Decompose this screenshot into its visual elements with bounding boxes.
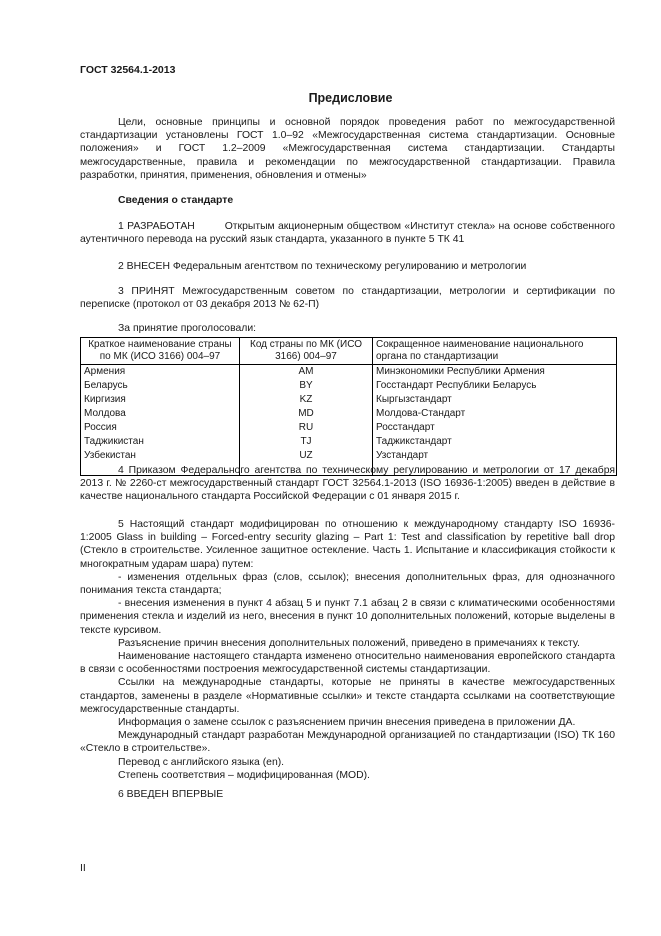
item-5-paragraph: Ссылки на международные стандарты, которые не приняты в качестве межгосударственных стандартов, заменены в разделе «Нормативные ссылки» и тексте стандарта ссылками на соответствующие межгосударственные стандарты. bbox=[80, 677, 615, 715]
country-code-cell: TJ bbox=[240, 435, 373, 449]
country-name-cell: Узбекистан bbox=[81, 449, 240, 476]
table-row bbox=[81, 365, 617, 380]
section-heading: Сведения о стандарте bbox=[118, 195, 234, 206]
voting-table bbox=[80, 337, 617, 476]
country-name-cell: Киргизия bbox=[81, 393, 240, 407]
country-code-cell: UZ bbox=[240, 449, 373, 476]
standards-body-cell: Узстандарт bbox=[373, 449, 617, 476]
table-row bbox=[81, 435, 617, 449]
item-5 bbox=[80, 518, 615, 782]
country-code-cell: MD bbox=[240, 407, 373, 421]
item-5-paragraph: Информация о замене ссылок с разъяснением причин внесения приведена в приложении ДА. bbox=[118, 717, 576, 729]
table-header-row bbox=[81, 338, 617, 365]
vote-label: За принятие проголосовали: bbox=[118, 323, 257, 334]
table-row bbox=[81, 421, 617, 435]
item-6: 6 ВВЕДЕН ВПЕРВЫЕ bbox=[118, 789, 224, 800]
item-5-paragraph: - внесения изменения в пункт 4 абзац 5 и пункт 7.1 абзац 2 в связи с климатическими особенностями применения стекла и изделий из него, внесения в пункт 10 дополнительных положений, которые выделены в тексте курсивом. bbox=[80, 598, 615, 636]
item-1: 1 РАЗРАБОТАН Открытым акционерным обществом «Институт стекла» на основе собственного аутентичного перевода на русский язык стандарта, указанного в пункте 5 ТК 41 bbox=[80, 221, 618, 246]
country-code-cell: KZ bbox=[240, 393, 373, 407]
item-2: 2 ВНЕСЕН Федеральным агентством по техническому регулированию и метрологии bbox=[118, 261, 527, 272]
column-header: Код страны по МК (ИСО 3166) 004–97 bbox=[240, 338, 373, 365]
item-5-paragraph: 5 Настоящий стандарт модифицирован по отношению к международному стандарту ISO 16936-1:2005 Glass in building – Forced-entry security glazing – Part 1: Test and classification by repetitive ball drop (Стекло в строительстве. Усиленное защитное остекление. Часть 1. Испытание и классификация стойкости к многократным ударам шара) путем: bbox=[80, 519, 615, 570]
page-title: Предисловие bbox=[308, 91, 393, 105]
page-number: II bbox=[80, 862, 86, 874]
item-3: 3 ПРИНЯТ Межгосударственным советом по стандартизации, метрологии и сертификации по переписке (протокол от 03 декабря 2013 № 62-П) bbox=[80, 286, 615, 311]
country-code-cell: AM bbox=[240, 365, 373, 380]
standards-body-cell: Росстандарт bbox=[373, 421, 617, 435]
standards-body-cell: Минэкономики Республики Армения bbox=[373, 365, 617, 380]
item-5-paragraph: Перевод с английского языка (en). bbox=[118, 756, 285, 768]
table-row bbox=[81, 379, 617, 393]
item-4: 4 Приказом Федерального агентства по техническому регулированию и метрологии от 17 декабря 2013 г. № 2260-ст межгосударственный стандарт ГОСТ 32564.1-2013 (ISO 16936-1:2005) введен в действие в качестве национального стандарта Российской Федерации с 01 января 2015 г. bbox=[80, 465, 615, 503]
standards-body-cell: Таджикстандарт bbox=[373, 435, 617, 449]
standards-body-cell: Госстандарт Республики Беларусь bbox=[373, 379, 617, 393]
table-row bbox=[81, 407, 617, 421]
item-5-paragraph: Международный стандарт разработан Международной организацией по стандартизации (ISO) ТК 160 «Стекло в строительстве». bbox=[80, 730, 615, 755]
country-name-cell: Беларусь bbox=[81, 379, 240, 393]
item-5-paragraph: - изменения отдельных фраз (слов, ссылок); внесения дополнительных фраз, для однозначного понимания текста стандарта; bbox=[80, 571, 615, 597]
standards-body-cell: Молдова-Стандарт bbox=[373, 407, 617, 421]
item-5-paragraph: Наименование настоящего стандарта изменено относительно наименования европейского стандарта в связи с особенностями построения межгосударственной системы стандартизации. bbox=[80, 651, 615, 676]
document-header: ГОСТ 32564.1-2013 bbox=[80, 64, 176, 76]
country-name-cell: Молдова bbox=[81, 407, 240, 421]
country-name-cell: Армения bbox=[81, 365, 240, 380]
column-header: Сокращенное наименование национального органа по стандартизации bbox=[373, 338, 617, 365]
table-row bbox=[81, 393, 617, 407]
country-code-cell: BY bbox=[240, 379, 373, 393]
column-header: Краткое наименование страны по МК (ИСО 3166) 004–97 bbox=[81, 338, 240, 365]
country-code-cell: RU bbox=[240, 421, 373, 435]
item-5-paragraph: Разъяснение причин внесения дополнительных положений, приведено в примечаниях к тексту. bbox=[118, 637, 580, 649]
country-name-cell: Таджикистан bbox=[81, 435, 240, 449]
intro-paragraph: Цели, основные принципы и основной порядок проведения работ по межгосударственной стандартизации установлены ГОСТ 1.0–92 «Межгосударственная система стандартизации. Основные положения» и ГОСТ 1.2–2009 «Межгосударственная система стандартизации. Стандарты межгосударственные, правила и рекомендации по межгосударственной стандартизации. Правила разработки, принятия, применения, обновления и отмены» bbox=[80, 117, 615, 181]
item-5-paragraph: Степень соответствия – модифицированная (MOD). bbox=[118, 769, 370, 781]
country-name-cell: Россия bbox=[81, 421, 240, 435]
standards-body-cell: Кыргызстандарт bbox=[373, 393, 617, 407]
